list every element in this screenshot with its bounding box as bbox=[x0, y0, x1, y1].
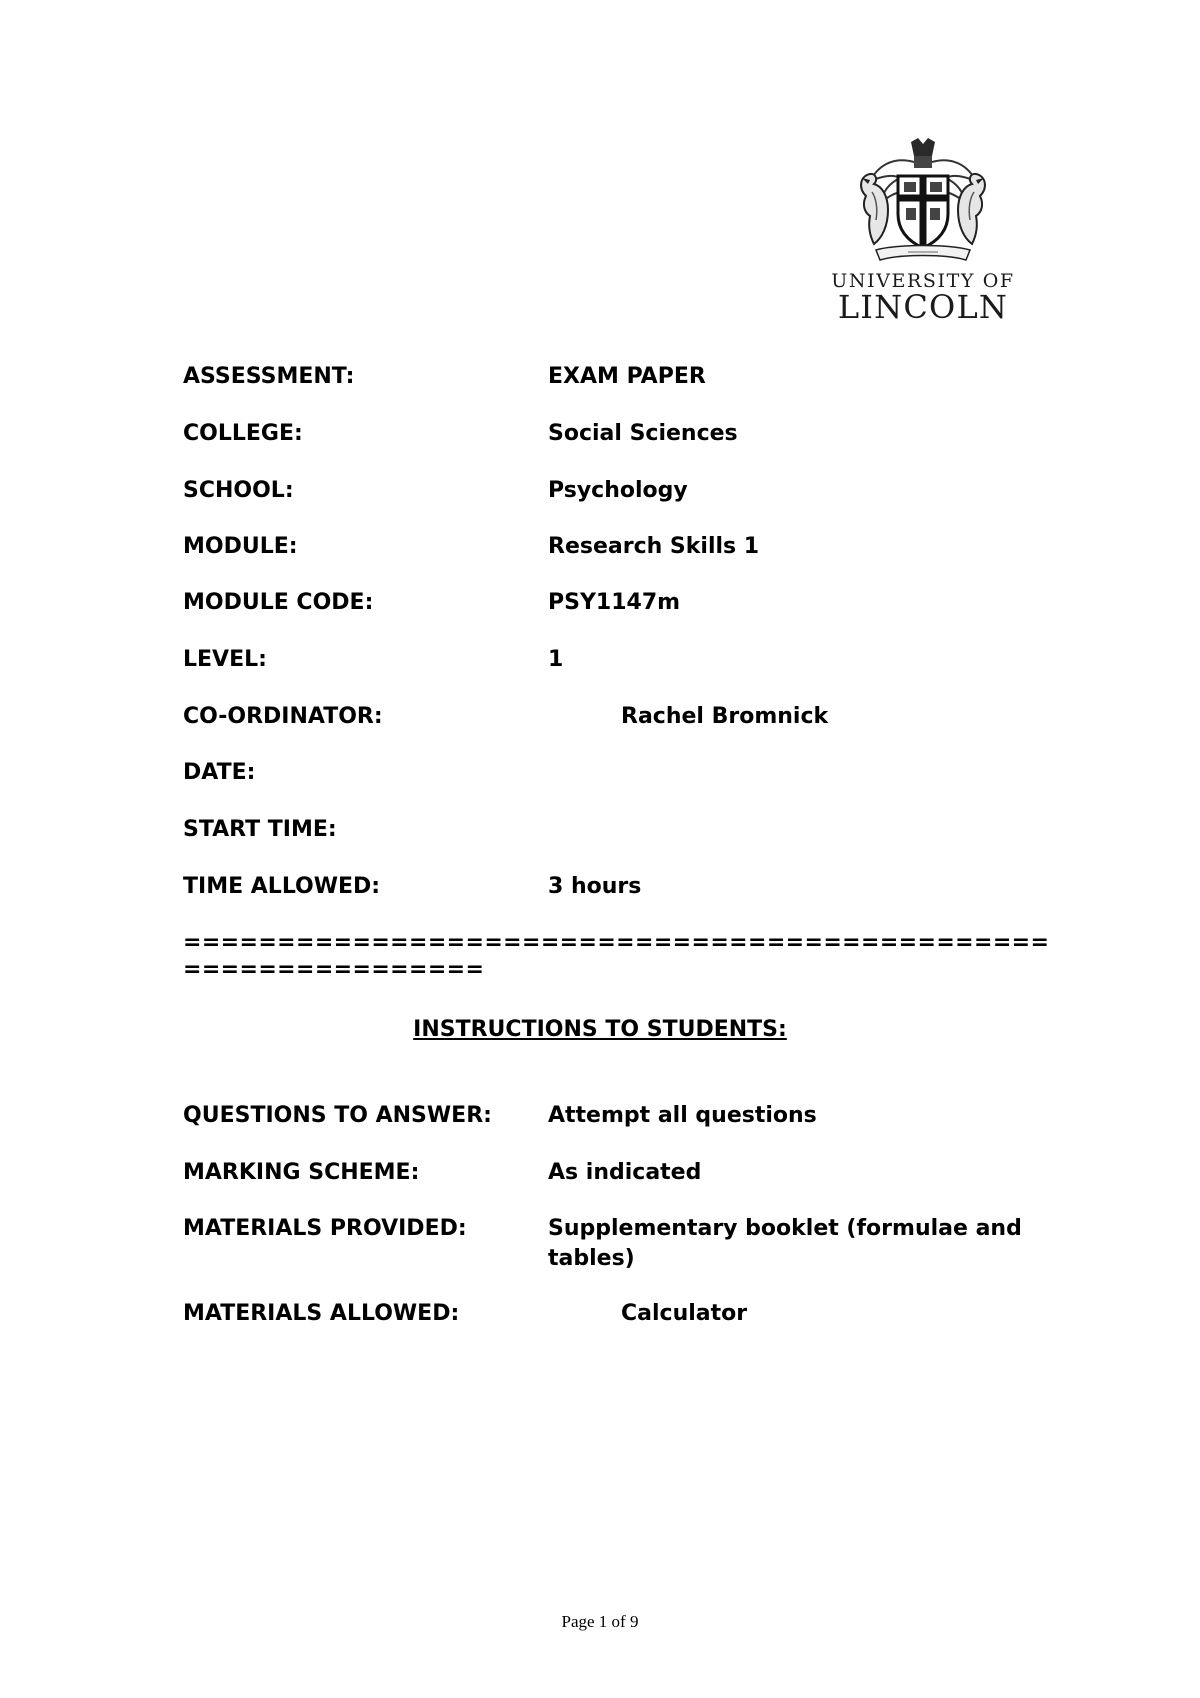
module-code-label: MODULE CODE: bbox=[183, 590, 374, 615]
questions-value: Attempt all questions bbox=[548, 1103, 817, 1128]
module-code-value: PSY1147m bbox=[548, 590, 681, 615]
coordinator-value: Rachel Bromnick bbox=[621, 704, 829, 729]
materials-provided-value: Supplementary booklet (formulae and tables) bbox=[548, 1216, 1022, 1271]
coordinator-label: CO-ORDINATOR: bbox=[183, 704, 383, 729]
time-allowed-label: TIME ALLOWED: bbox=[183, 874, 381, 899]
marking-scheme-label: MARKING SCHEME: bbox=[183, 1160, 420, 1185]
module-label: MODULE: bbox=[183, 534, 298, 559]
assessment-label: ASSESSMENT: bbox=[183, 364, 355, 389]
separator-line-2: ================ bbox=[183, 957, 485, 982]
college-label: COLLEGE: bbox=[183, 421, 303, 446]
school-label: SCHOOL: bbox=[183, 478, 294, 503]
date-label: DATE: bbox=[183, 760, 256, 785]
questions-label: QUESTIONS TO ANSWER: bbox=[183, 1103, 492, 1128]
instructions-heading: INSTRUCTIONS TO STUDENTS: bbox=[413, 1017, 787, 1042]
time-allowed-value: 3 hours bbox=[548, 874, 642, 899]
separator-line-1: ============================================== bbox=[183, 930, 1050, 955]
materials-allowed-label: MATERIALS ALLOWED: bbox=[183, 1301, 460, 1326]
module-value: Research Skills 1 bbox=[548, 534, 760, 559]
materials-allowed-value: Calculator bbox=[621, 1301, 748, 1326]
assessment-value: EXAM PAPER bbox=[548, 364, 706, 389]
college-value: Social Sciences bbox=[548, 421, 738, 446]
level-label: LEVEL: bbox=[183, 647, 267, 672]
university-crest-icon bbox=[848, 136, 998, 266]
marking-scheme-value: As indicated bbox=[548, 1160, 702, 1185]
materials-provided-label: MATERIALS PROVIDED: bbox=[183, 1216, 467, 1241]
logo-lincoln-text: LINCOLN bbox=[837, 288, 1009, 326]
level-value: 1 bbox=[548, 647, 564, 672]
school-value: Psychology bbox=[548, 478, 688, 503]
university-logo bbox=[828, 136, 1018, 326]
start-time-label: START TIME: bbox=[183, 817, 337, 842]
logo-university-of-text: UNIVERSITY OF bbox=[831, 270, 1015, 292]
page-number: Page 1 of 9 bbox=[561, 1612, 639, 1631]
